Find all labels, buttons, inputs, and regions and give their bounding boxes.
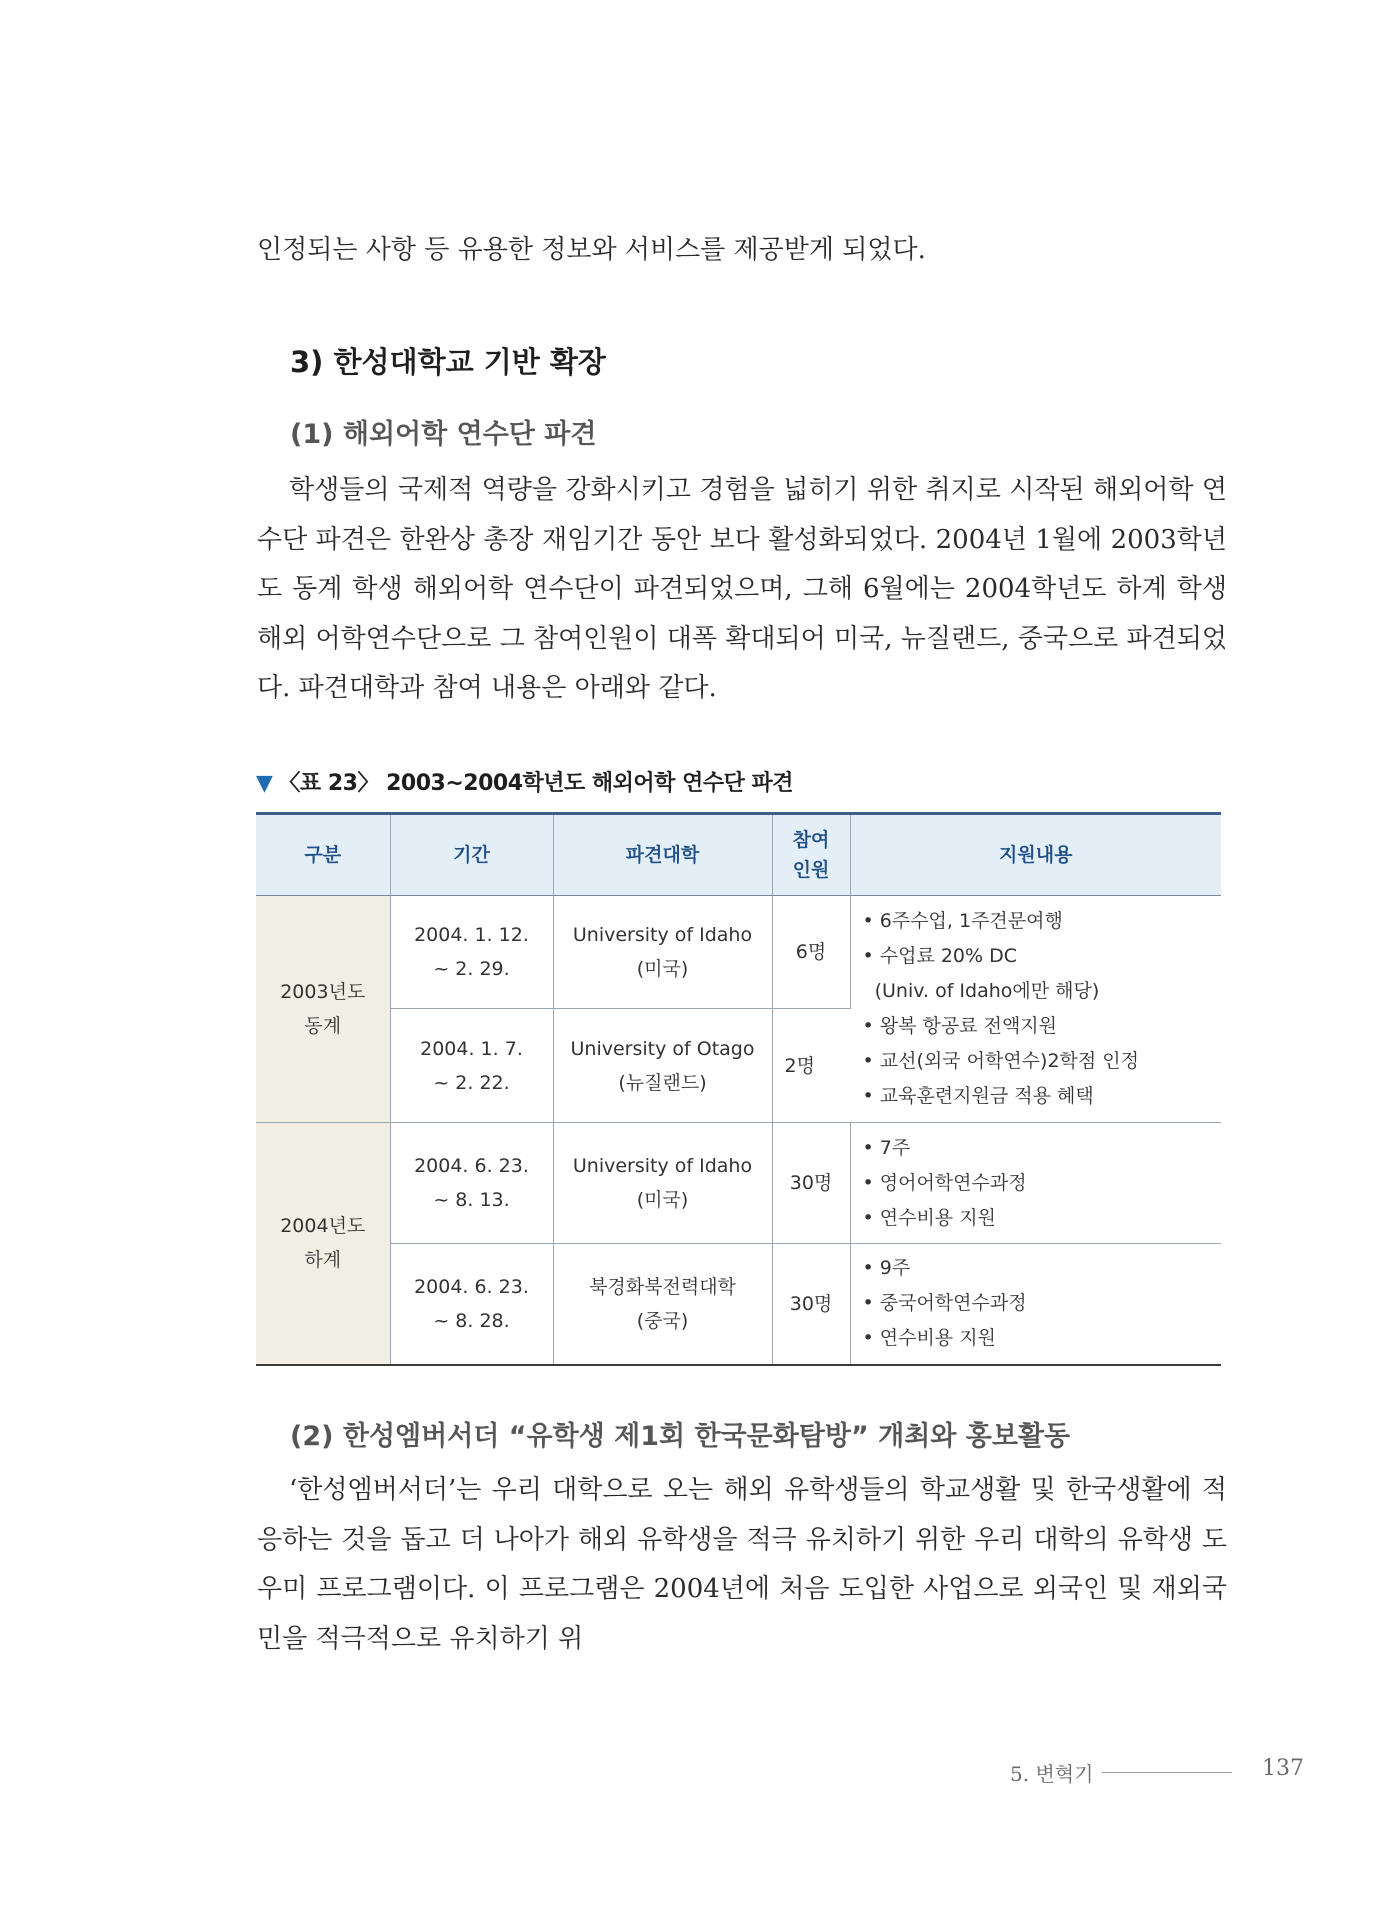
page-footer [1010, 1756, 1304, 1788]
page-number: 137 [1262, 1756, 1304, 1781]
group-label-line2: 하계 [304, 1249, 342, 1272]
header-university: 파견대학 [553, 814, 772, 896]
university-country: (미국) [636, 958, 689, 980]
cell-participants: 2명 [772, 1009, 850, 1123]
university-name: University of Idaho [572, 924, 753, 946]
section-heading: 3) 한성대학교 기반 확장 [290, 345, 606, 379]
support-item: • 수업료 20% DC [862, 945, 1018, 967]
support-item: • 교선(외국 어학연수)2학점 인정 [862, 1050, 1139, 1072]
support-item: (Univ. of Idaho에만 해당) [862, 980, 1100, 1002]
subsection-heading-2: (2) 한성엠버서더 “유학생 제1회 한국문화탐방” 개최와 홍보활동 [290, 1421, 1071, 1452]
support-item: • 왕복 항공료 전액지원 [862, 1015, 1058, 1037]
group-label-line1: 2004년도 [280, 1215, 366, 1238]
support-item: • 9주 [862, 1257, 911, 1280]
subsection-heading-1: (1) 해외어학 연수단 파견 [290, 419, 597, 450]
period-end: ~ 8. 13. [433, 1189, 510, 1211]
header-participants [772, 814, 850, 896]
cell-participants: 6명 [772, 896, 850, 1009]
cell-support [850, 1244, 1221, 1365]
cell-period [390, 1009, 553, 1123]
header-participants-line2: 인원 [792, 859, 830, 881]
support-item: • 연수비용 지원 [862, 1206, 996, 1229]
university-country: (미국) [636, 1189, 689, 1211]
table-caption-text: 〈표 23〉 2003~2004학년도 해외어학 연수단 파견 [278, 771, 794, 796]
cell-period [390, 1244, 553, 1365]
cell-university [553, 1123, 772, 1244]
cell-support [850, 896, 1221, 1123]
group-label-line2: 동계 [304, 1015, 342, 1037]
table-row [256, 1244, 1221, 1365]
table-row [256, 896, 1221, 1009]
footer-rule [1102, 1772, 1232, 1773]
period-end: ~ 8. 28. [433, 1309, 510, 1332]
support-list [863, 904, 1222, 1114]
university-country: (뉴질랜드) [618, 1071, 707, 1094]
period-start: 2004. 1. 7. [420, 1037, 523, 1060]
period-start: 2004. 6. 23. [414, 1275, 529, 1298]
support-item: • 6주수업, 1주견문여행 [862, 910, 1063, 932]
header-support: 지원내용 [850, 814, 1221, 896]
chapter-label: 5. 변혁기 [1010, 1762, 1094, 1786]
table-row [256, 1123, 1221, 1244]
cell-university [553, 1244, 772, 1365]
support-item: • 7주 [862, 1136, 911, 1159]
table-header-row [256, 814, 1221, 896]
support-item: • 교육훈련지원금 적용 혜택 [862, 1085, 1094, 1107]
cell-period [390, 896, 553, 1009]
period-end: ~ 2. 29. [433, 958, 510, 980]
support-list [863, 1131, 1222, 1236]
support-item: • 중국어학연수과정 [862, 1292, 1027, 1315]
group-label-line1: 2003년도 [280, 981, 366, 1003]
university-name: University of Idaho [572, 1155, 753, 1177]
paragraph-intro-tail: 인정되는 사항 등 유용한 정보와 서비스를 제공받게 되었다. [257, 235, 926, 265]
cell-support [850, 1123, 1221, 1244]
paragraph-1: 학생들의 국제적 역량을 강화시키고 경험을 넓히기 위한 취지로 시작된 해외어학 연수단 파견은 한완상 총장 재임기간 동안 보다 활성화되었다. 2004년 1월에 2003학년도 동계 학생 해외어학 연수단이 파견되었으며, 그해 6월에는 2004학년도 하계 학생 해외 어학연수단으로 그 참여인원이 대폭 확대되어 미국, 뉴질랜드, 중국으로 파견되었다. 파견대학과 참여 내용은 아래와 같다. [257, 475, 1227, 703]
period-start: 2004. 1. 12. [414, 924, 529, 946]
university-country: (중국) [636, 1309, 689, 1332]
cell-university [553, 1009, 772, 1123]
cell-period [390, 1123, 553, 1244]
support-list [863, 1251, 1222, 1356]
support-item: • 영어어학연수과정 [862, 1171, 1027, 1194]
group-label-2003-winter [256, 896, 390, 1123]
header-category: 구분 [256, 814, 390, 896]
exchange-program-table [256, 812, 1221, 1366]
period-start: 2004. 6. 23. [414, 1155, 529, 1177]
support-item: • 연수비용 지원 [862, 1327, 996, 1350]
period-end: ~ 2. 22. [433, 1071, 510, 1094]
university-name: University of Otago [570, 1037, 755, 1060]
university-name: 북경화북전력대학 [589, 1275, 736, 1298]
triangle-marker-icon: ▼ [256, 771, 273, 796]
header-participants-line1: 참여 [792, 829, 830, 851]
cell-participants: 30명 [772, 1123, 850, 1244]
header-period: 기간 [390, 814, 553, 896]
cell-participants: 30명 [772, 1244, 850, 1365]
cell-university [553, 896, 772, 1009]
table-caption [256, 766, 793, 797]
group-label-2004-summer [256, 1123, 390, 1365]
paragraph-2: ‘한성엠버서더’는 우리 대학으로 오는 해외 유학생들의 학교생활 및 한국생활에 적응하는 것을 돕고 더 나아가 해외 유학생을 적극 유치하기 위한 우리 대학의 유학생 도우미 프로그램이다. 이 프로그램은 2004년에 처음 도입한 사업으로 외국인 및 재외국민을 적극적으로 유치하기 위 [257, 1475, 1227, 1654]
